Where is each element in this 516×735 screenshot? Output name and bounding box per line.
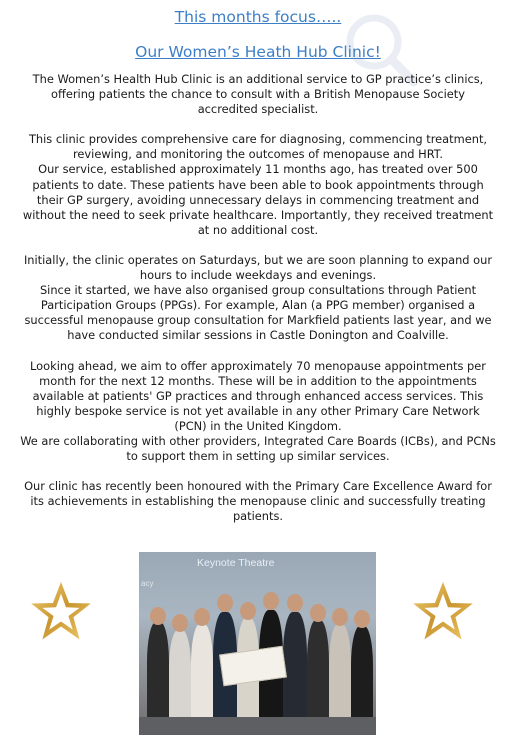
photo-floor — [139, 717, 376, 735]
person-head — [150, 607, 166, 625]
paragraph-award — [20, 479, 496, 524]
person-head — [287, 594, 303, 612]
paragraph-service — [20, 132, 496, 238]
person-figure — [307, 620, 329, 724]
person-figure — [283, 612, 307, 722]
person-head — [354, 610, 370, 628]
focus-heading: This months focus….. — [174, 8, 342, 26]
paragraph-hours — [20, 253, 496, 344]
person-figure — [147, 622, 169, 722]
person-figure — [329, 624, 351, 724]
paragraph-line: Looking ahead, we aim to offer approximately 70 menopause appointments per month for the next 12 months. These will be in addition to the appointments available at patients' GP practices and through enhanced access services. This highly bespoke service is not yet available in any other Primary Care Network (PCN) in the United Kingdom. — [30, 358, 486, 433]
gold-star-icon — [30, 580, 92, 642]
paragraph-line: Our service, established approximately 11 months ago, has treated over 500 patients to date. These patients have been able to book appointments through their GP surgery, avoiding unnecessary delays in commencing treatment and without the need to seek private healthcare. Importantly, they received treatment at no additional cost. — [22, 162, 494, 237]
paragraph-future — [20, 359, 496, 465]
person-head — [172, 614, 188, 632]
paragraph-intro — [20, 72, 496, 117]
paragraph-line: Our clinic has recently been honoured with the Primary Care Excellence Award for its achievements in establishing the menopause clinic and successfully treating patients. — [24, 479, 492, 524]
person-head — [240, 602, 256, 620]
paragraph-line: Initially, the clinic operates on Saturdays, but we are soon planning to expand our hours to include weekdays and evenings. — [23, 252, 493, 283]
person-figure — [169, 630, 191, 725]
paragraph-line: This clinic provides comprehensive care for diagnosing, commencing treatment, reviewing, and monitoring the outcomes of menopause and HRT. — [28, 132, 488, 162]
paragraph-line: The Women’s Health Hub Clinic is an additional service to GP practice’s clinics, offering patients the chance to consult with a British Menopause Society accredited specialist. — [32, 72, 484, 117]
person-head — [217, 594, 233, 612]
article-body — [20, 72, 496, 539]
person-head — [332, 608, 348, 626]
clinic-heading: Our Women’s Heath Hub Clinic! — [135, 43, 381, 61]
paragraph-line: We are collaborating with other providers, Integrated Care Boards (ICBs), and PCNs to support them in setting up similar services. — [20, 433, 496, 464]
photo-sign-text: Keynote Theatre — [197, 557, 275, 569]
person-figure — [351, 626, 373, 724]
paragraph-line: Since it started, we have also organised group consultations through Patient Participation Groups (PPGs). For example, Alan (a PPG member) organised a successful menopause group consultation for Markfield patients last year, and we have conducted similar sessions in Castle Donington and Coalville. — [24, 283, 492, 343]
photo-sign-partial-text: acy — [141, 579, 154, 588]
person-head — [263, 592, 279, 610]
person-figure — [191, 624, 213, 724]
person-head — [310, 604, 326, 622]
person-head — [194, 608, 210, 626]
gold-star-icon — [412, 580, 474, 642]
award-photo — [139, 552, 376, 735]
